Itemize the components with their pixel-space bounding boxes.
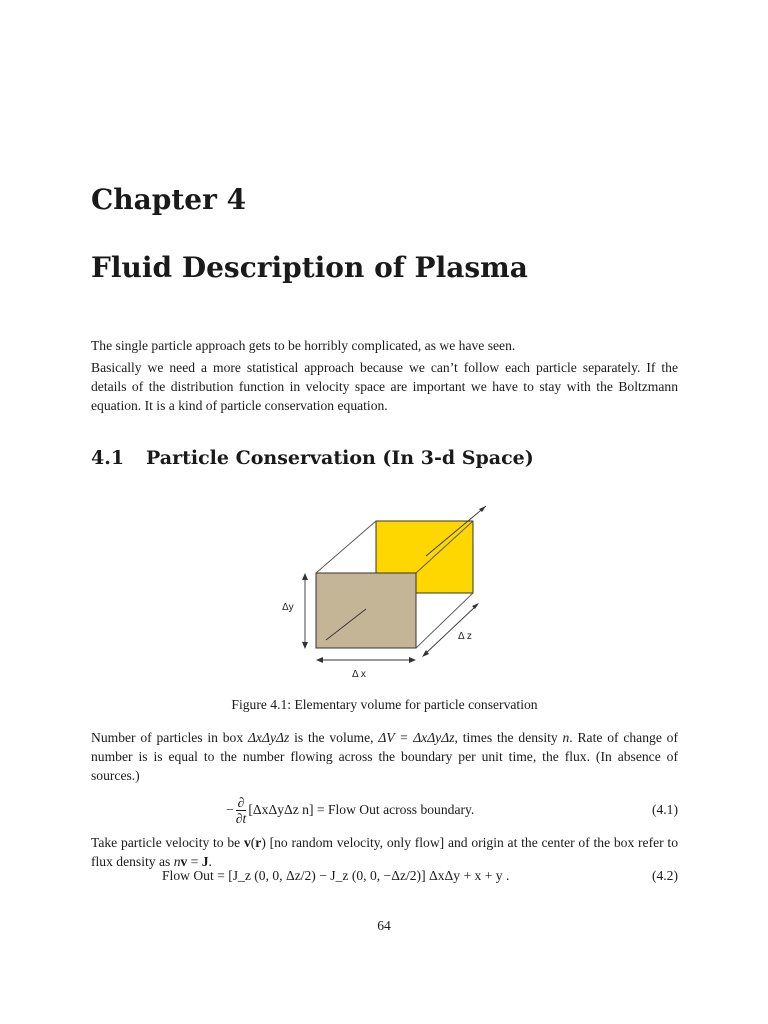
dy-arrowhead-top [302,573,308,580]
chapter-label: Chapter 4 [91,183,247,216]
p4-text-e: ) [no random velocity, only flow] and origin at the center of the box refer to flux density as [91,835,678,869]
p3-math-box: ΔxΔyΔz [247,730,290,745]
section-title: Particle Conservation (In 3-d Space) [146,447,534,469]
equation-4-1-number: (4.1) [651,802,678,817]
p3-math-volume: ΔV = ΔxΔyΔz [378,730,455,745]
p3-math-density: n [562,730,570,745]
elementary-volume-figure [260,496,500,686]
p3-text-g: . Rate of change of number is is equal to the number flowing across the boundary per unit time, the flux. (In absence of sources.) [91,730,678,783]
dx-label: Δ x [352,669,366,680]
section-number: 4.1 [91,447,125,469]
eq1-frac-bottom: ∂t [235,810,247,826]
dy-label: Δy [282,602,294,613]
page-number: 64 [377,918,391,933]
eq1-frac-top: ∂ [237,794,245,810]
p4-position: r [255,835,262,850]
figure-caption: Figure 4.1: Elementary volume for particle conservation [231,697,538,712]
p3-text-e: , times the density [454,730,563,745]
equation-4-1 [91,790,678,830]
p3-text-a: Number of particles in box [91,730,248,745]
p4-flux: J [201,854,209,869]
equation-4-2-body: Flow Out = [J_z (0, 0, Δz/2) − J_z (0, 0, −Δz/2)] ΔxΔy + x + y . [162,868,510,883]
intro-paragraph-2: Basically we need a more statistical approach because we can’t follow each particle separately. If the details of the distribution function in velocity space are important we have to stay with the Boltzmann equation. It is a kind of particle conservation equation. [91,360,678,413]
equation-4-2 [91,864,678,888]
eq1-body: [ΔxΔyΔz n] = Flow Out across boundary. [248,802,475,817]
p4-paren-open: ( [250,835,256,850]
chapter-title: Fluid Description of Plasma [91,251,528,284]
p4-equals: = [187,854,202,869]
equation-4-2-number: (4.2) [651,868,678,883]
cube-diagram [260,496,500,686]
front-face [316,573,416,648]
eq1-partial-fraction [236,795,247,826]
dy-arrowhead-bottom [302,642,308,649]
p4-period: . [208,854,212,869]
body-paragraph-1 [91,728,678,785]
p3-text-c: is the volume, [289,730,379,745]
dx-arrowhead-right [409,657,416,663]
dx-arrowhead-left [316,657,323,663]
section-heading [91,444,534,472]
p4-velocity-2: v [180,854,188,869]
depth-edge-top-left [316,521,376,573]
dz-arrowhead-top [472,603,479,609]
equation-4-1-body [226,790,474,830]
p4-velocity: v [243,835,251,850]
intro-paragraph-1: The single particle approach gets to be horribly complicated, as we have seen. [91,338,516,353]
eq1-minus: − [226,802,234,817]
p4-text-a: Take particle velocity to be [91,835,244,850]
dz-label: Δ z [458,631,472,642]
p4-density: n [173,854,181,869]
dz-arrow [424,605,477,655]
